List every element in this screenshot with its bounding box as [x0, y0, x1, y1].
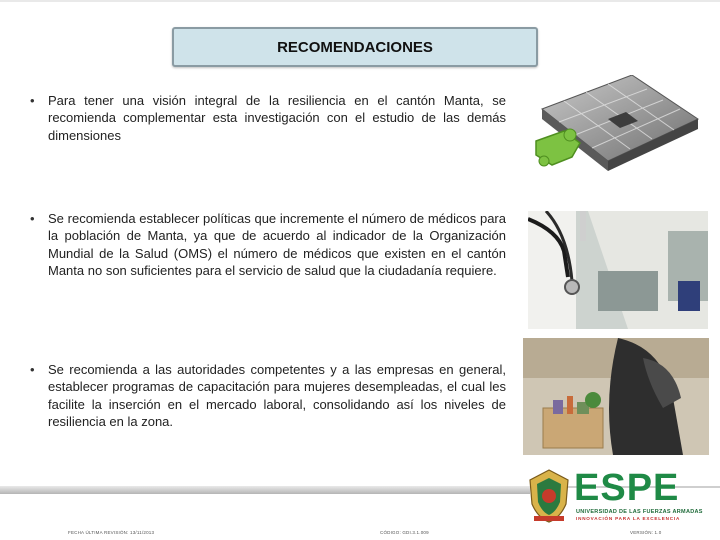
footer-version: VERSIÓN: 1.0 — [630, 530, 662, 535]
logo-tagline: INNOVACIÓN PARA LA EXCELENCIA — [576, 516, 681, 521]
espe-crest-icon — [526, 468, 572, 524]
bullet-marker: • — [30, 211, 35, 226]
logo-university-name: UNIVERSIDAD DE LAS FUERZAS ARMADAS — [576, 509, 703, 515]
espe-logo — [524, 466, 720, 528]
footer-code: CÓDIGO: GDI.3.1.009 — [380, 530, 429, 535]
footer-revision-date: FECHA ÚLTIMA REVISIÓN: 13/11/2013 — [68, 530, 155, 535]
hospital-stethoscope-image — [528, 211, 708, 329]
bullet-marker: • — [30, 93, 35, 108]
unemployed-person-image — [523, 338, 709, 455]
recommendation-2: Se recomienda establecer políticas que incremente el número de médicos para la población de Manta, ya que de acuerdo al indicador de la Organización Mundial de la Salud (OMS) el número de médicos que existen en el cantón Manta no son suficientes para el servicio de salud que la ciudadanía requiere. — [48, 211, 506, 279]
footer-band — [0, 486, 530, 494]
puzzle-image — [522, 75, 710, 193]
top-rule — [0, 0, 720, 2]
bullet-marker: • — [30, 362, 35, 377]
title-box — [172, 27, 538, 67]
page-title: RECOMENDACIONES — [277, 39, 433, 56]
logo-letters: ESPE — [574, 467, 680, 509]
recommendation-1: Para tener una visión integral de la resiliencia en el cantón Manta, se recomienda complementar esta investigación con el estudio de las demás dimensiones — [48, 93, 506, 143]
recommendation-3: Se recomienda a las autoridades competentes y a las empresas en general, establecer programas de capacitación para mujeres desempleadas, el cual les facilite la inserción en el mercado laboral, consolidando así los niveles de resiliencia en la zona. — [48, 362, 506, 430]
